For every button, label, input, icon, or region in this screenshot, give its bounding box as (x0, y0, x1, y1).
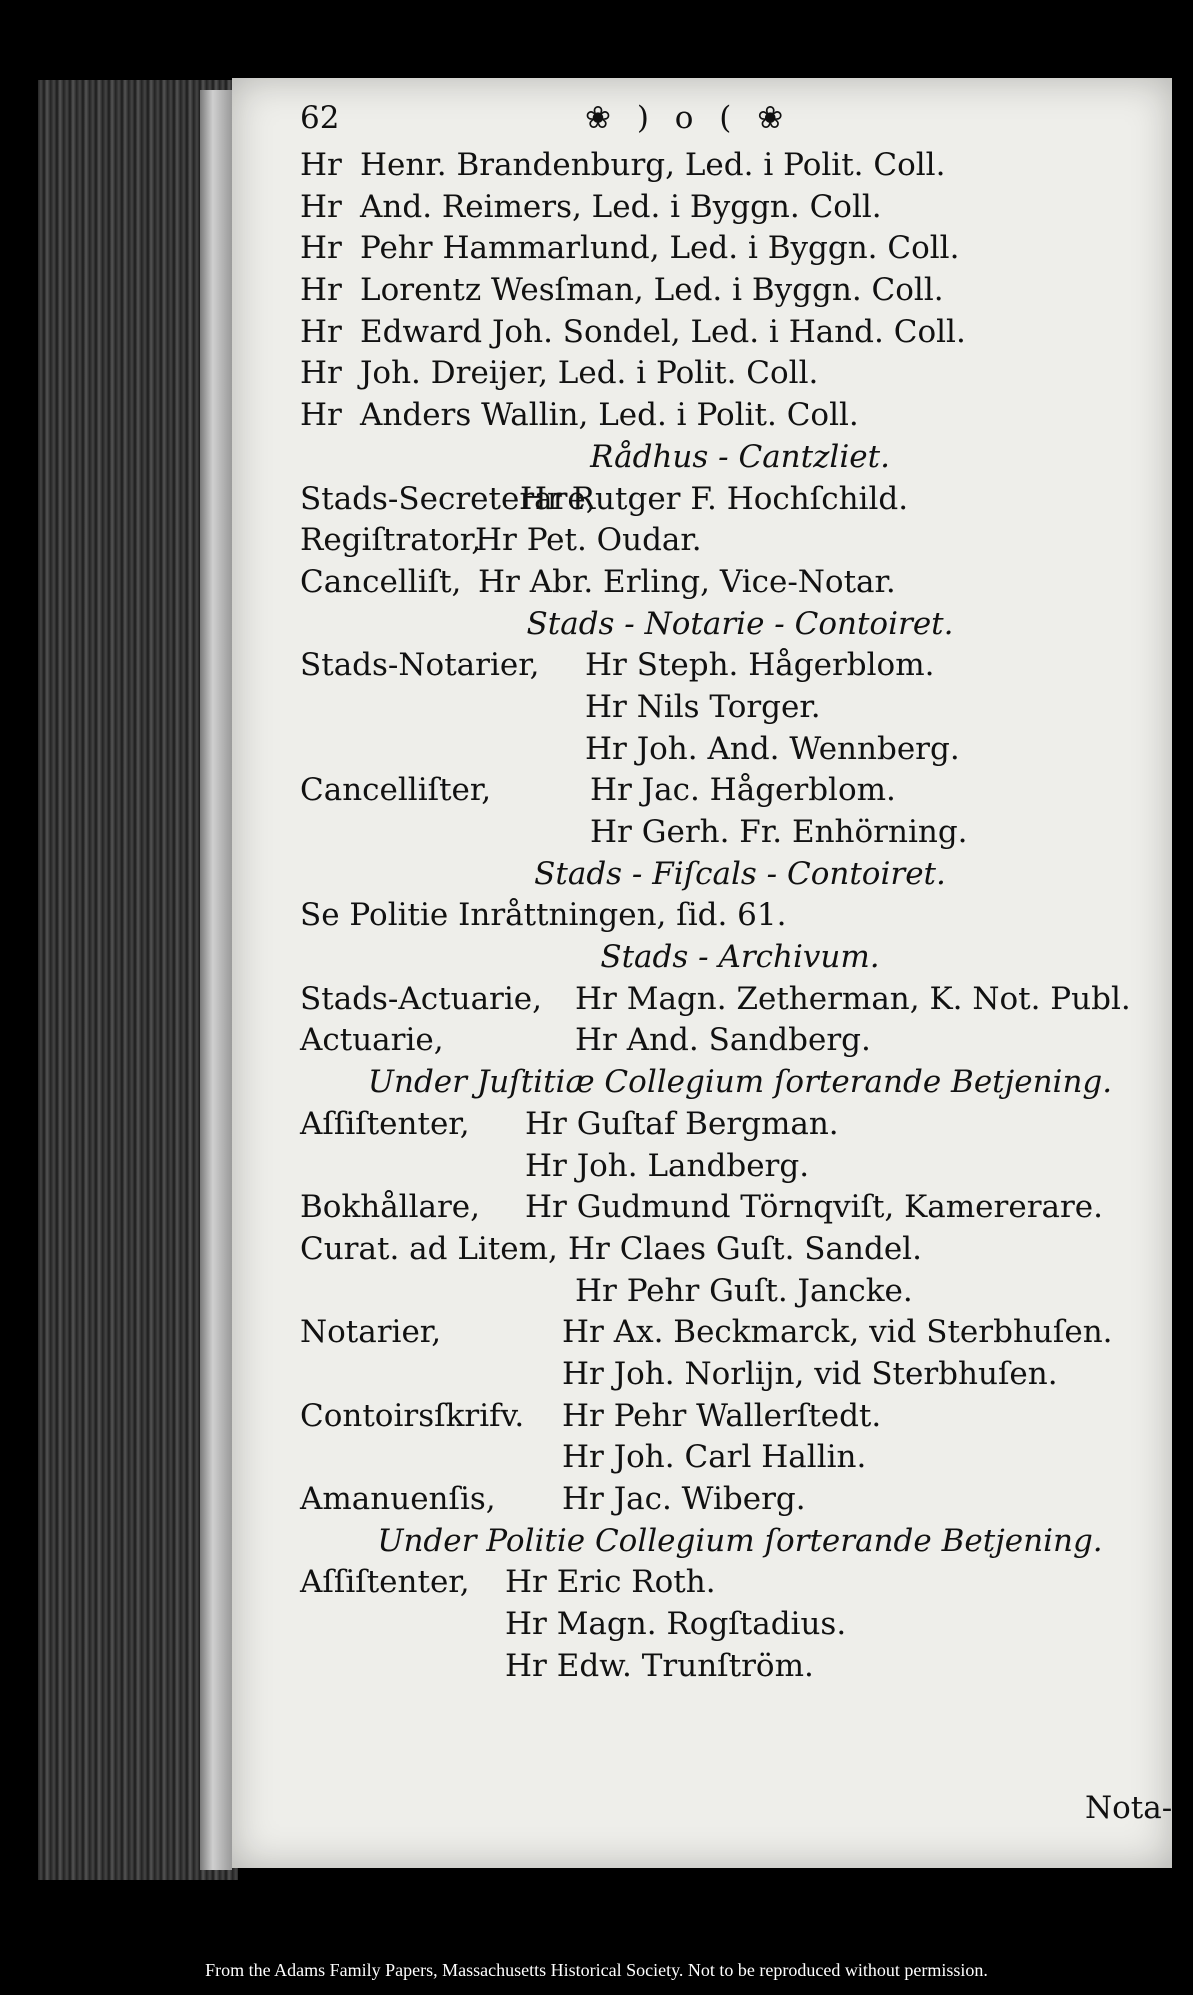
list-line (300, 1604, 1180, 1646)
list-line (300, 395, 1180, 437)
text-block (300, 145, 1180, 1687)
entry-text: Hr Jac. Wiberg. (562, 1481, 806, 1517)
entry-text: Hr Pehr Wallerſtedt. (562, 1397, 882, 1434)
list-line (300, 562, 1180, 604)
entry-label: Aſſiſtenter, (300, 1105, 470, 1142)
list-line (300, 1187, 1180, 1229)
entry-label: Stads-Notarier, (300, 647, 540, 684)
list-line (300, 1104, 1180, 1146)
entry-text: Hr Gerh. Fr. Enhörning. (590, 814, 968, 850)
entry-text: Hr Pehr Guſt. Jancke. (575, 1272, 913, 1309)
catchword: Nota- (1085, 1790, 1173, 1826)
hr-prefix: Hr (300, 188, 342, 225)
entry-text: Hr Joh. And. Wennberg. (585, 730, 960, 767)
list-line (300, 1146, 1180, 1188)
entry-text: Hr Pet. Oudar. (475, 522, 702, 559)
list-line (300, 979, 1180, 1021)
list-line (300, 228, 1180, 270)
list-line (300, 187, 1180, 229)
list-line (300, 353, 1180, 395)
entry-label: Actuarie, (300, 1022, 444, 1059)
entry-label: Aſſiſtenter, (300, 1564, 470, 1601)
section-heading: Under Juſtitiæ Collegium ſorterande Betjening. (367, 1064, 1113, 1101)
entry-text: And. Reimers, Led. i Byggn. Coll. (360, 188, 882, 225)
list-line (300, 1479, 1180, 1521)
list-line (300, 1396, 1180, 1438)
entry-label: Contoirsſkrifv. (300, 1397, 525, 1434)
entry-text: Lorentz Wesſman, Led. i Byggn. Coll. (360, 272, 944, 309)
list-line (300, 145, 1180, 187)
entry-text: Hr Edw. Trunſtröm. (505, 1647, 814, 1684)
entry-text: Henr. Brandenburg, Led. i Polit. Coll. (360, 147, 946, 183)
section-heading: Under Politie Collegium ſorterande Betjening. (377, 1522, 1103, 1559)
entry-label: Stads-Actuarie, (300, 980, 542, 1017)
hr-prefix: Hr (300, 230, 342, 267)
entry-label: Regiſtrator, (300, 522, 482, 559)
entry-label: Stads-Secreterare, (300, 480, 596, 517)
hr-prefix: Hr (300, 272, 342, 309)
list-line (300, 1020, 1180, 1062)
entry-text: Hr Abr. Erling, Vice-Notar. (478, 563, 896, 600)
entry-text: Hr Guſtaf Bergman. (525, 1105, 839, 1142)
entry-text: Hr Jac. Hågerblom. (590, 772, 896, 809)
list-line (300, 687, 1180, 729)
entry-text: Hr Joh. Landberg. (525, 1147, 810, 1184)
header-ornament: ❀ ) o ( ❀ (585, 100, 792, 136)
entry-text: Hr Magn. Rogſtadius. (505, 1606, 847, 1643)
entry-text: Joh. Dreijer, Led. i Polit. Coll. (360, 355, 819, 392)
entry-text: Hr Ax. Beckmarck, vid Sterbhuſen. (562, 1314, 1113, 1351)
entry-text: Hr Joh. Carl Hallin. (562, 1439, 867, 1476)
hr-prefix: Hr (300, 147, 342, 183)
entry-text: Hr Claes Guſt. Sandel. (568, 1230, 922, 1267)
entry-text: Hr Joh. Norlijn, vid Sterbhuſen. (562, 1355, 1058, 1392)
section-heading: Stads - Notarie - Contoiret. (526, 605, 954, 642)
list-line (300, 1271, 1180, 1313)
entry-label: Bokhållare, (300, 1189, 481, 1226)
list-line (300, 770, 1180, 812)
list-line (300, 520, 1180, 562)
list-line (300, 1229, 1180, 1271)
list-line (300, 1562, 1180, 1604)
hr-prefix: Hr (300, 313, 342, 350)
list-line (300, 270, 1180, 312)
page-edge (200, 90, 232, 1870)
entry-label: Cancelliſt, (300, 563, 462, 600)
entry-label: Amanuenſis, (300, 1481, 496, 1517)
entry-text: Hr Gudmund Törnqviſt, Kamererare. (525, 1189, 1104, 1226)
entry-text: Anders Wallin, Led. i Polit. Coll. (360, 397, 859, 434)
list-line (300, 812, 1180, 854)
entry-label: Se Politie Inråttningen, ſid. 61. (300, 897, 787, 934)
list-line (300, 1437, 1180, 1479)
entry-text: Hr Steph. Hågerblom. (585, 647, 935, 684)
section-heading: Stads - Fiſcals - Contoiret. (534, 855, 946, 892)
copyright-footer: From the Adams Family Papers, Massachusetts Historical Society. Not to be reproduced without permission. (205, 1960, 988, 1980)
entry-text: Hr Eric Roth. (505, 1564, 716, 1601)
entry-text: Hr And. Sandberg. (575, 1022, 871, 1059)
list-line (300, 895, 1180, 937)
entry-label: Notarier, (300, 1314, 442, 1351)
hr-prefix: Hr (300, 397, 342, 434)
entry-text: Edward Joh. Sondel, Led. i Hand. Coll. (360, 313, 966, 350)
list-line (300, 645, 1180, 687)
list-line (300, 729, 1180, 771)
entry-label: Cancelliſter, (300, 772, 492, 809)
section-heading: Rådhus - Cantzliet. (590, 438, 890, 475)
section-heading: Stads - Archivum. (600, 939, 880, 976)
entry-label: Curat. ad Litem, (300, 1230, 558, 1267)
list-line (300, 312, 1180, 354)
page-number: 62 (300, 100, 340, 136)
entry-text: Hr Magn. Zetherman, K. Not. Publ. (575, 980, 1131, 1017)
hr-prefix: Hr (300, 355, 342, 392)
page-header (300, 100, 1180, 144)
entry-text: Pehr Hammarlund, Led. i Byggn. Coll. (360, 230, 960, 267)
list-line (300, 1354, 1180, 1396)
entry-text: Hr Rutger F. Hochſchild. (520, 480, 909, 517)
entry-text: Hr Nils Torger. (585, 688, 821, 725)
list-line (300, 1646, 1180, 1688)
list-line (300, 479, 1180, 521)
list-line (300, 1312, 1180, 1354)
